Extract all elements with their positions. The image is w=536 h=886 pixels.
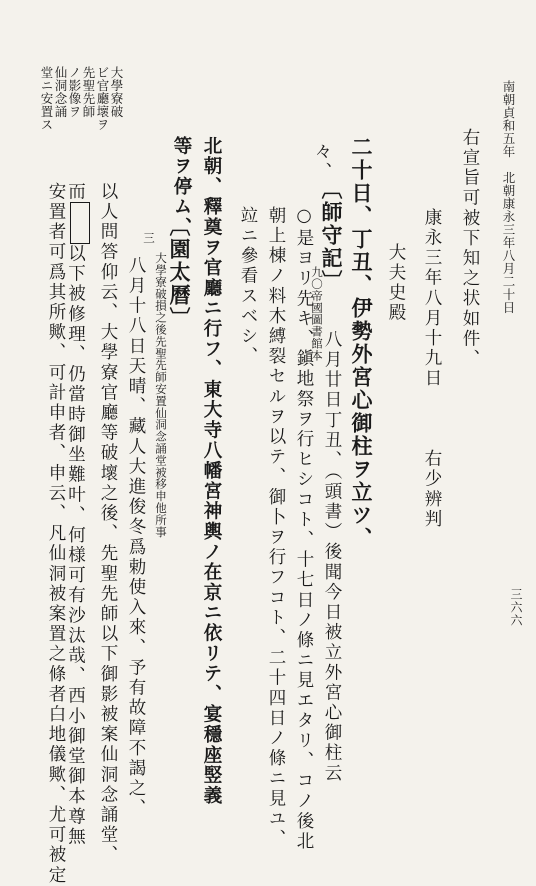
- text-column: 大學寮破損之後先聖先師安置仙洞念誦堂被移申他所事: [154, 252, 168, 538]
- margin-note: ノ影像ヲ: [67, 66, 82, 118]
- entry-heading: 二十日、丁丑、伊勢外宮心御柱ヲ立ツ、: [349, 136, 374, 550]
- margin-note: 先聖先師: [81, 66, 96, 118]
- text-column: 安置者可爲其所歟、可計申者、申云、凡仙洞被案置之條者白地儀歟、尤可被定: [46, 182, 66, 886]
- text-column: 々、: [312, 142, 332, 183]
- blank-box: [70, 202, 90, 244]
- page-number: 三六六: [509, 588, 523, 627]
- source-title: 〔師守記〕: [319, 178, 344, 293]
- text-column: ○是ヨリ先キ、鎭地祭ヲ行ヒシコト、十七日ノ條ニ見エタリ、コノ後北: [294, 206, 314, 852]
- text-column: [66, 182, 90, 847]
- era-heading: 南朝貞和五年 北朝康永三年八月二十日: [501, 80, 516, 314]
- text-column: 以人問答仰云、大學寮官廳等破壞之後、先聖先師以下御影被案仙洞念誦堂、: [98, 182, 118, 866]
- source-note: 三: [142, 232, 156, 244]
- text-fragment: 而: [65, 182, 86, 203]
- source-note: 九〇帝國圖書館本: [310, 266, 324, 362]
- margin-note: 堂ニ安置ス: [39, 66, 54, 131]
- entry-heading: 等ヲ停ム、: [171, 136, 192, 238]
- entry-heading: 北朝、釋奠ヲ官廳ニ行フ、東大寺八幡宮神輿ノ在京ニ依リテ、宴穩座竪義: [201, 136, 222, 806]
- text-fragment: 以下被修理、仍當時御坐難叶、何様可有沙汰哉、西小御堂御本尊無: [65, 244, 86, 848]
- source-title: 〔園太曆〕: [167, 215, 192, 330]
- text-column: 右宣旨可被下知之状如件、: [460, 128, 480, 370]
- margin-note: ビ官廳壞ヲ: [95, 66, 110, 131]
- text-column: 大夫史殿: [386, 243, 406, 324]
- margin-note: 仙洞念誦: [53, 66, 68, 118]
- text-column: 八月廿日丁丑、（頭書）後聞今日被立外宮心御柱云: [322, 330, 342, 784]
- text-column: 竝ニ參看スベシ、: [238, 206, 258, 367]
- text-column: 八月十八日天晴、藏人大進俊冬爲勅使入來、予有故障不謁之、: [126, 256, 146, 819]
- margin-note: 大學寮破: [109, 66, 124, 118]
- text-column: 朝上棟ノ料木縛裂セルヲ以テ、御卜ヲ行フコト、二十四日ノ條ニ見ユ、: [266, 206, 286, 850]
- text-column: 康永三年八月十九日 右少辨判: [422, 208, 442, 530]
